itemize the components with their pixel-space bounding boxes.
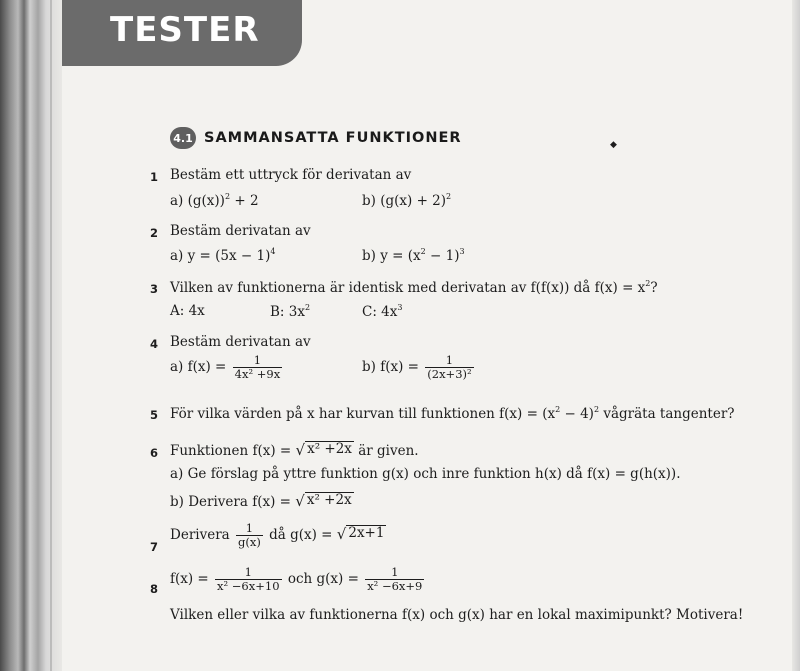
section-title: SAMMANSATTA FUNKTIONER — [204, 130, 462, 146]
option-b: b) $(g(x) + 2)^2$ — [362, 192, 452, 209]
question-text: Bestäm derivatan av — [170, 223, 311, 239]
question-number: 8 — [150, 582, 159, 596]
question-number: 4 — [150, 337, 159, 351]
fraction: $\frac{1}{\text{x² −6x+9}}$ — [367, 565, 423, 593]
question-text: Derivera $\frac{1}{g(x)}$ då g(x) = √ 2x+1 — [170, 521, 385, 549]
section-badge: 4.1 — [170, 127, 196, 149]
fraction: $\frac{1}{\text{4x² +9x}}$ — [234, 353, 281, 381]
option-b: b) $y = (x^2 - 1)^3$ — [362, 247, 465, 264]
question-text: För vilka värden på x har kurvan till funktionen $f(x) = (x^2 - 4)^2$ vågräta tangenter? — [170, 405, 735, 422]
question-text: Funktionen f(x) = √ x² +2x är given. — [170, 441, 419, 459]
square-root: √ 2x+1 — [336, 525, 385, 543]
question-number: 6 — [150, 446, 159, 460]
choice-a: A: 4x — [170, 303, 205, 319]
choice-c: C: $4x^3$ — [362, 303, 403, 320]
question-text: Vilken av funktionerna är identisk med derivatan av f(f(x)) då $f(x) = x^2$? — [170, 279, 658, 296]
question-text: Vilken eller vilka av funktionerna f(x) och g(x) har en lokal maximipunkt? Motivera! — [170, 607, 744, 623]
question-number: 7 — [150, 540, 159, 554]
arrow-mark-icon: ◆ — [610, 140, 617, 150]
option-a: a) $(g(x))^2 + 2$ — [170, 192, 259, 209]
choice-b: B: $3x^2$ — [270, 303, 311, 320]
page-title: TESTER — [110, 10, 260, 50]
question-number: 1 — [150, 170, 159, 184]
question-text: Bestäm derivatan av — [170, 334, 311, 350]
book-binding — [0, 0, 62, 671]
square-root: √ x² +2x — [295, 441, 352, 459]
question-text: f(x) = $\frac{1}{\text{x² −6x+10}}$ och g(x) = $\frac{1}{\text{x² −6x+9}}$ — [170, 565, 423, 593]
question-number: 3 — [150, 282, 159, 296]
sub-question-a: a) Ge förslag på yttre funktion g(x) och inre funktion h(x) då f(x) = g(h(x)). — [170, 466, 681, 482]
page-edge — [792, 0, 800, 671]
option-a: a) f(x) = $\frac{1}{\text{4x² +9x}}$ — [170, 353, 281, 381]
fraction: $\frac{1}{\text{(2x+3)²}}$ — [427, 353, 472, 381]
option-a: a) $y = (5x - 1)^4$ — [170, 247, 276, 264]
section-heading — [170, 127, 462, 149]
fraction: $\frac{1}{\text{x² −6x+10}}$ — [217, 565, 280, 593]
sub-question-b: b) Derivera f(x) = √ x² +2x — [170, 492, 352, 510]
fraction: $\frac{1}{g(x)}$ — [238, 521, 261, 549]
question-text: Bestäm ett uttryck för derivatan av — [170, 167, 412, 183]
question-number: 2 — [150, 226, 159, 240]
option-b: b) f(x) = $\frac{1}{\text{(2x+3)²}}$ — [362, 353, 472, 381]
square-root: √ x² +2x — [295, 492, 352, 510]
question-number: 5 — [150, 408, 159, 422]
